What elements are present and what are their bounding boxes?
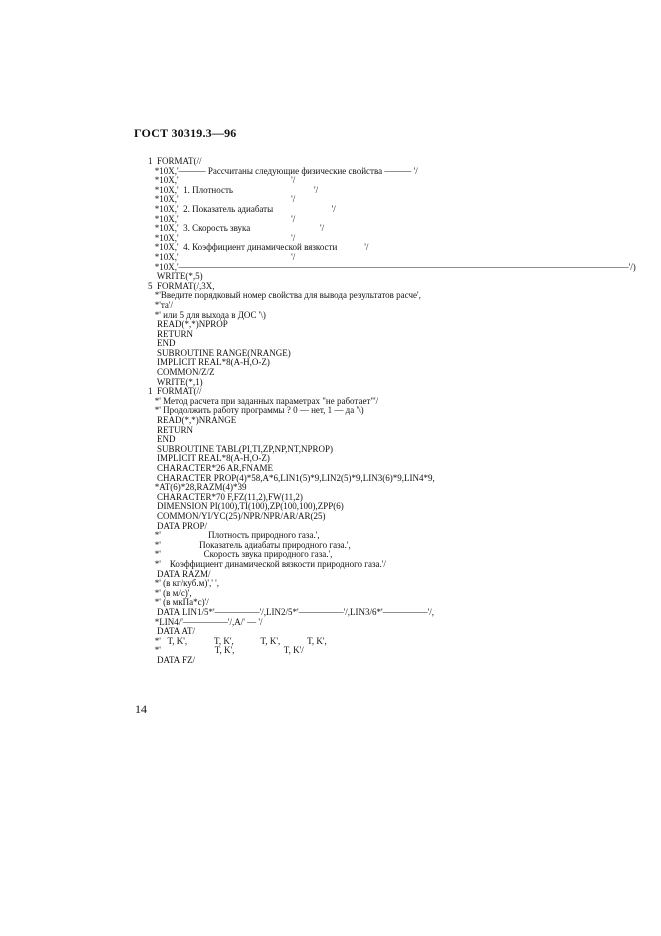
code-line: CHARACTER*70 F,FZ(11,2),FW(11,2)	[148, 491, 303, 502]
code-line: IMPLICIT REAL*8(A-H,O-Z)	[148, 357, 270, 368]
code-line: DATA PROP/	[148, 520, 208, 531]
code-line: DATA AT/	[148, 626, 196, 637]
code-line: DATA LIN1/5*'—————'/,LIN2/5*'—————'/,LIN3/6*'—————'/,	[148, 606, 434, 617]
code-line: END	[148, 434, 176, 445]
code-line: CHARACTER*26 AR,FNAME	[148, 463, 274, 473]
code-line: *10X,' '/	[148, 232, 296, 243]
code-line: *' (в м/с)',	[148, 587, 192, 598]
code-line: *10X,' '/	[148, 251, 296, 262]
code-line: *' Коэффициент динамической вязкости природного газа.'/	[148, 558, 386, 569]
code-line: *10X,' 2. Показатель адиабаты '/	[148, 203, 336, 214]
code-line: READ(*,*)NRANGE	[148, 415, 237, 426]
code-line: *'та'/	[148, 299, 174, 310]
code-line: *' (в кг/куб.м)',' ',	[148, 578, 219, 589]
code-line: 1 FORMAT(//	[148, 386, 202, 397]
code-line: *10X,' 4. Коэффициент динамической вязкости '/	[148, 242, 369, 253]
code-line: *' или 5 для выхода в ДОС '\)	[148, 309, 266, 320]
code-line: *10X,'——— Рассчитаны следующие физические свойства ——— '/	[148, 165, 418, 176]
code-line: *' (в мкПа*с)'/	[148, 597, 209, 608]
code-line: *10X,' '/	[148, 194, 296, 205]
code-line: *'Введите порядковый номер свойства для вывода результатов расче',	[148, 290, 421, 301]
code-line: *10X,' '/	[148, 213, 296, 224]
code-line: COMMON/YI/YC(25)/NPR/NPR/AR/AR(25)	[148, 510, 326, 521]
code-line: DIMENSION PI(100),TI(100),ZP(100,100),ZPP(6)	[148, 501, 344, 512]
code-line: *' Плотность природного газа.',	[148, 530, 320, 541]
code-line: END	[148, 338, 176, 349]
code-line: *10X,' 1. Плотность '/	[148, 184, 319, 195]
code-line: WRITE(*,1)	[148, 376, 203, 387]
code-line: *10X,'——————————————————————————————————————————————————'/)	[148, 261, 636, 272]
page-number: 14	[135, 702, 147, 716]
code-line: IMPLICIT REAL*8(A-H,O-Z)	[148, 453, 270, 464]
code-line: *AT(6)*28,RAZM(4)*39	[148, 482, 247, 493]
code-line: DATA RAZM/	[148, 568, 211, 579]
code-line: *' Показатель адиабаты природного газа.',	[148, 539, 351, 550]
code-line: *' T, K', T, K', T, K', T, K',	[148, 635, 327, 646]
code-line: SUBROUTINE TABL(PI,TI,ZP,NP,NT,NPROP)	[148, 443, 333, 454]
code-line: 5 FORMAT(/,3X,	[148, 280, 215, 291]
code-line: READ(*,*)NPROP	[148, 319, 228, 330]
code-line: *10X,' 3. Скорость звука '/	[148, 223, 325, 234]
document-title: ГОСТ 30319.3—96	[134, 126, 237, 140]
code-line: RETURN	[148, 328, 193, 339]
code-line: *' Продолжить работу программы ? 0 — нет, 1 — да '\)	[148, 405, 364, 416]
code-line: 1 FORMAT(//	[148, 156, 202, 166]
code-line: SUBROUTINE RANGE(NRANGE)	[148, 347, 291, 358]
code-line: WRITE(*,5)	[148, 271, 203, 282]
code-line: DATA FZ/	[148, 654, 196, 665]
code-line: *' T, K', T, K'/	[148, 645, 304, 656]
code-line: *' Скорость звука природного газа.',	[148, 549, 333, 560]
code-line: *10X,' '/	[148, 175, 296, 186]
fortran-code-listing	[148, 156, 636, 665]
code-line: *' Метод расчета при заданных параметрах "не работает"'/	[148, 395, 379, 406]
code-line: COMMON/Z/Z	[148, 367, 215, 378]
code-line: CHARACTER PROP(4)*58,A*6,LIN1(5)*9,LIN2(5)*9,LIN3(6)*9,LIN4*9,	[148, 472, 435, 483]
code-line: *LIN4/'—————'/,A/' — '/	[148, 616, 263, 627]
code-line: RETURN	[148, 424, 193, 435]
